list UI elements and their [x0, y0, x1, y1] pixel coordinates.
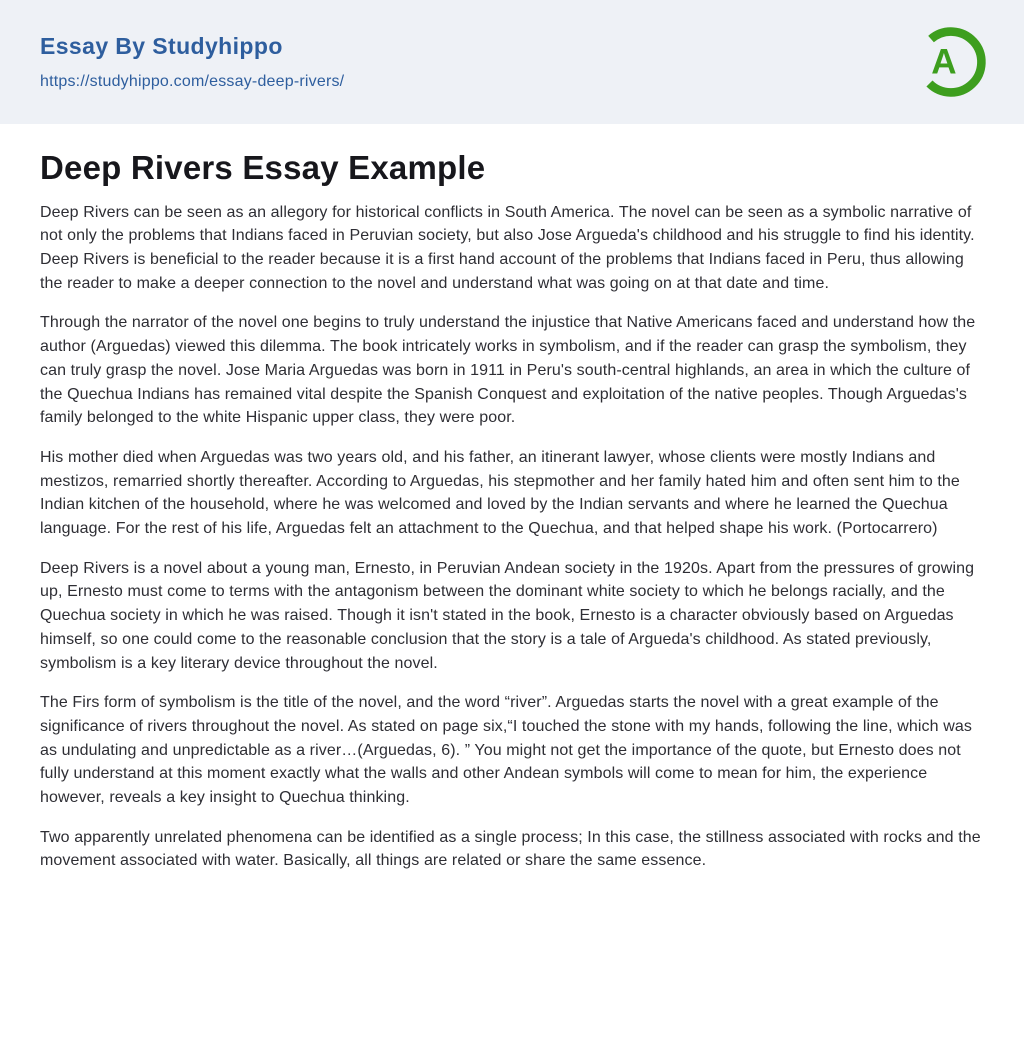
essay-url-link[interactable]: https://studyhippo.com/essay-deep-rivers/ [40, 73, 345, 90]
header-text-block [40, 33, 344, 91]
essay-paragraph: Deep Rivers can be seen as an allegory for historical conflicts in South America. The novel can be seen as a symbolic narrative of not only the problems that Indians faced in Peruvian society, but also Jose Argueda's childhood and his struggle to find his identity. Deep Rivers is beneficial to the reader because it is a first hand account of the problems that Indians faced in Peru, thus allowing the reader to make a deeper connection to the novel and understand what was going on at that date and time. [40, 203, 975, 292]
essay-paragraph: The Firs form of symbolism is the title of the novel, and the word “river”. Arguedas starts the novel with a great example of the significance of rivers throughout the novel. As stated on page six,“I touched the stone with my hands, following the line, which was as undulating and unpredictable as a river…(Arguedas, 6). ” You might not get the importance of the quote, but Ernesto does not fully understand at this moment exactly what the walls and other Andean symbols will come to mean for him, the experience however, reveals a key insight to Quechua thinking. [40, 694, 972, 807]
essay-paragraph: Two apparently unrelated phenomena can be identified as a single process; In this case, the stillness associated with rocks and the movement associated with water. Basically, all things are related or share the same essence. [40, 828, 981, 870]
essay-paragraph: Deep Rivers is a novel about a young man, Ernesto, in Peruvian Andean society in the 1920s. Apart from the pressures of growing up, Ernesto must come to terms with the antagonism between the dominant white society to which he belongs racially, and the Quechua society in which he was raised. Though it isn't stated in the book, Ernesto is a character obviously based on Arguedas himself, so one could come to the reasonable conclusion that the story is a tale of Argueda's childhood. As stated previously, symbolism is a key literary device throughout the novel. [40, 559, 975, 672]
essay-paragraph: His mother died when Arguedas was two years old, and his father, an itinerant lawyer, whose clients were mostly Indians and mestizos, remarried shortly thereafter. According to Arguedas, his stepmother and her family hated him and often sent him to the Indian kitchen of the household, where he was welcomed and loved by the Indian servants and where he learned the Quechua language. For the rest of his life, Arguedas felt an attachment to the Quechua, and that helped shape his work. (Portocarrero) [40, 448, 960, 538]
logo-letter: A [931, 42, 957, 82]
logo-svg [912, 23, 990, 101]
essay-title: Deep Rivers Essay Example [40, 149, 486, 186]
site-title: Essay By Studyhippo [40, 33, 283, 59]
essay-content [0, 124, 1024, 933]
essay-paragraph: Through the narrator of the novel one begins to truly understand the injustice that Native Americans faced and understand how the author (Arguedas) viewed this dilemma. The book intricately works in symbolism, and if the reader can grasp the symbolism, they can truly grasp the novel. Jose Maria Arguedas was born in 1911 in Peru's south-central highlands, an area in which the culture of the Quechua Indians has remained vital despite the Spanish Conquest and exploitation of the native peoples. Though Arguedas's family belonged to the white Hispanic upper class, they were poor. [40, 314, 976, 427]
studyhippo-logo [912, 23, 990, 101]
page-header [0, 0, 1024, 124]
